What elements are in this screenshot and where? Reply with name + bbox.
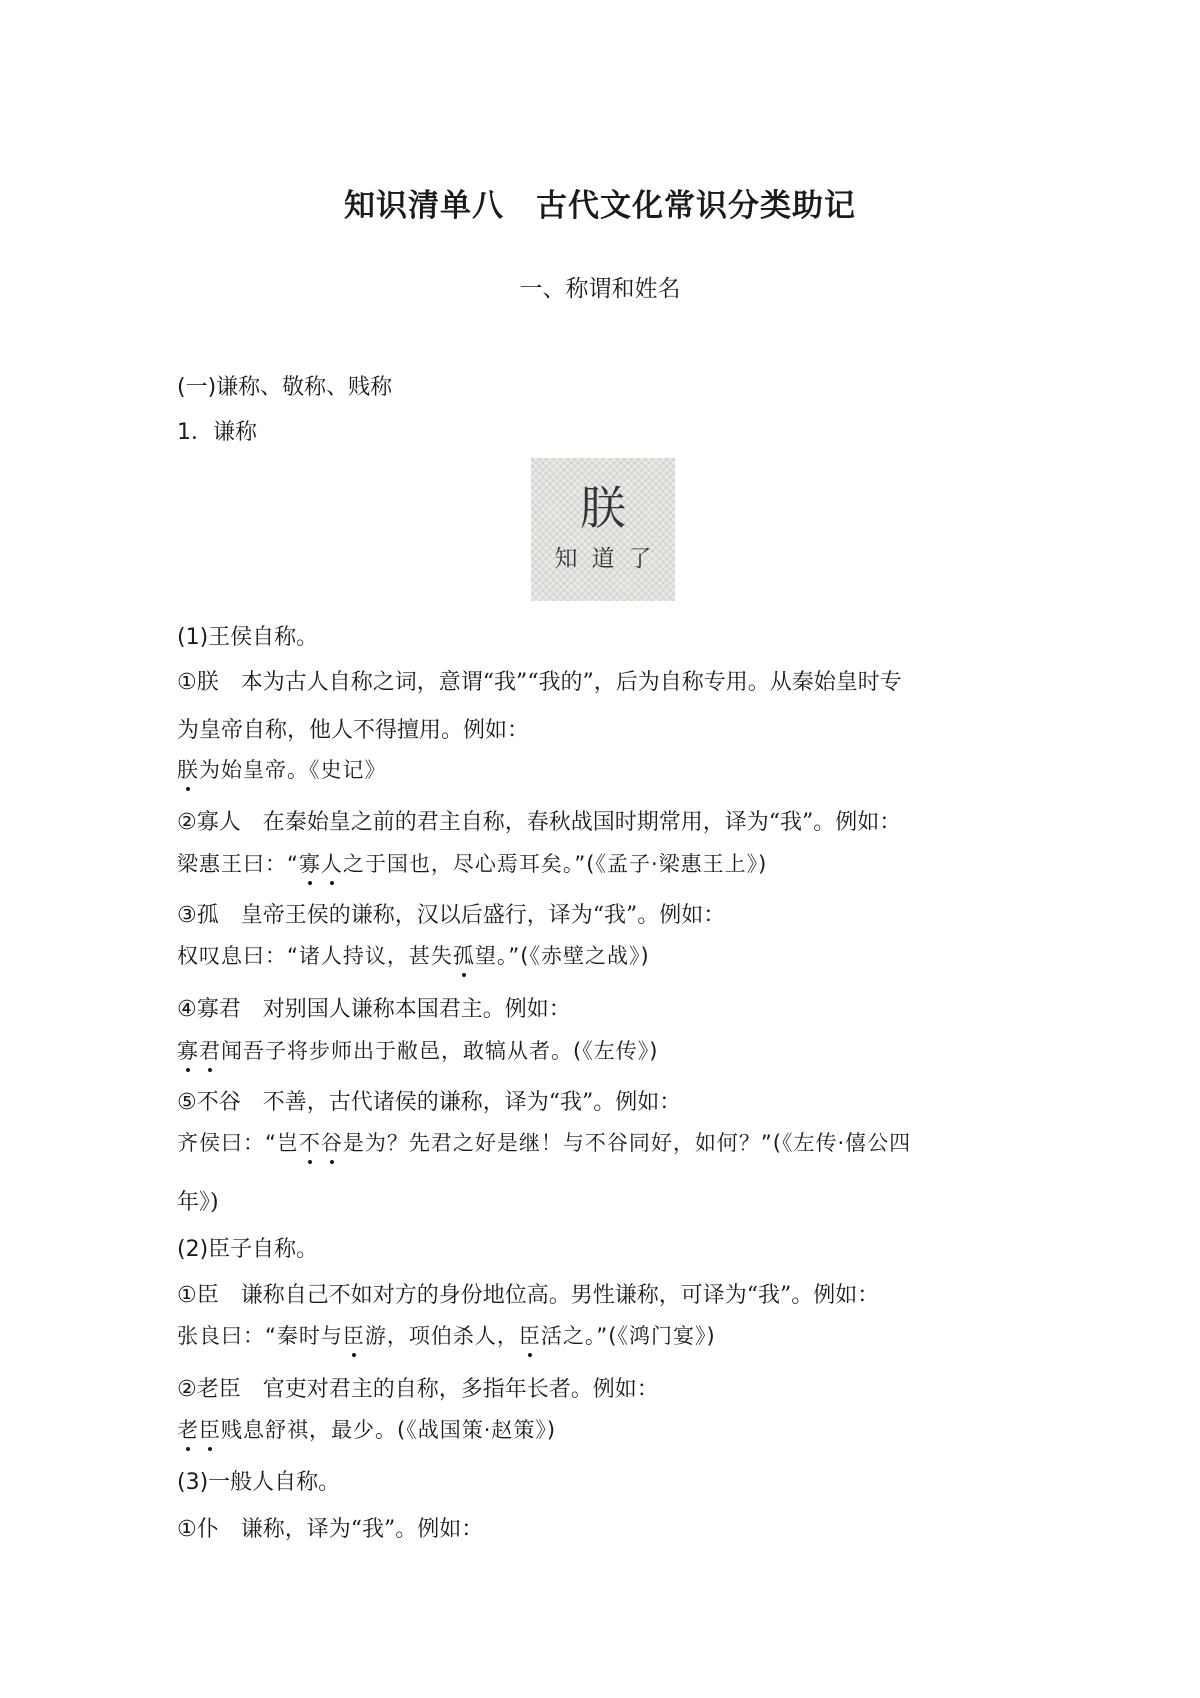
entry-6-example (177, 1320, 716, 1350)
entry-7-example (177, 1414, 556, 1444)
entry-8-line (177, 1512, 483, 1543)
calligraphy-main-char: 朕 (580, 481, 626, 535)
group-heading-1: (1)王侯自称。 (177, 625, 319, 650)
entry-3-example (177, 940, 650, 970)
calligraphy-caption: 知道了 (554, 546, 666, 572)
entry-1-desc: 本为古人自称之词，意谓“我”“我的”，后为自称专用。从秦始皇时专 (240, 670, 902, 695)
entry-8-desc: 谦称，译为“我”。例如： (240, 1517, 484, 1542)
group-heading-2: (2)臣子自称。 (177, 1237, 319, 1262)
calligraphy-image (531, 458, 675, 601)
entry-4-emph-2: 君 (199, 1035, 221, 1065)
entry-6-example-post: 活之。”(《鸿门宴》) (540, 1324, 716, 1348)
section-heading: (一)谦称、敬称、贱称 (177, 375, 393, 400)
entry-2-term: ②寡人 (177, 810, 241, 835)
entry-1-emph-1: 朕 (177, 754, 199, 784)
entry-2-example-post: 之于国也，尽心焉耳矣。”(《孟子·梁惠王上》) (342, 852, 768, 876)
entry-4-desc: 对别国人谦称本国君主。例如： (262, 997, 571, 1022)
entry-3-line (177, 898, 725, 929)
entry-5-emph-1: 不 (299, 1127, 321, 1157)
entry-2-emph-2: 人 (321, 848, 343, 878)
entry-5-emph-2: 谷 (321, 1127, 343, 1157)
subsection-heading: 1．谦称 (177, 420, 257, 445)
entry-1-example-text: 为始皇帝。《史记》 (199, 758, 387, 782)
entry-7-line (177, 1372, 659, 1403)
entry-7-desc: 官吏对君主的自称，多指年长者。例如： (262, 1377, 659, 1402)
entry-5-term: ⑤不谷 (177, 1090, 241, 1115)
entry-2-desc: 在秦始皇之前的君主自称，春秋战国时期常用，译为“我”。例如： (262, 810, 902, 835)
entry-5-desc: 不善，古代诸侯的谦称，译为“我”。例如： (262, 1090, 682, 1115)
entry-3-term: ③孤 (177, 903, 219, 928)
entry-5-example-pre: 齐侯曰：“岂 (177, 1131, 299, 1155)
entry-5-line (177, 1085, 681, 1116)
entry-5-example-line-2: 年》) (177, 1190, 219, 1215)
entry-2-example (177, 848, 767, 878)
entry-1-example (177, 754, 387, 784)
entry-1-term: ①朕 (177, 670, 219, 695)
entry-8-term: ①仆 (177, 1517, 219, 1542)
entry-1-desc-line-2: 为皇帝自称，他人不得擅用。例如： (177, 718, 530, 743)
entry-2-example-pre: 梁惠王曰：“ (177, 852, 299, 876)
entry-5-example (177, 1127, 911, 1157)
entry-6-emph-1: 臣 (343, 1320, 365, 1350)
entry-3-example-post: 望。”(《赤壁之战》) (474, 944, 650, 968)
entry-6-emph-2: 臣 (519, 1320, 541, 1350)
entry-7-emph-2: 臣 (199, 1414, 221, 1444)
page-title: 知识清单八 古代文化常识分类助记 (344, 188, 856, 224)
entry-6-term: ①臣 (177, 1283, 219, 1308)
entry-6-desc: 谦称自己不如对方的身份地位高。男性谦称，可译为“我”。例如： (240, 1283, 880, 1308)
entry-7-emph-1: 老 (177, 1414, 199, 1444)
entry-4-example (177, 1035, 658, 1065)
entry-6-example-mid: 游，项伯杀人， (364, 1324, 519, 1348)
group-heading-3: (3)一般人自称。 (177, 1470, 341, 1495)
entry-5-example-mid: 是为？先君之好是继！与不谷同好，如何？”(《左传·僖公四 (342, 1131, 912, 1155)
entry-6-line (177, 1278, 879, 1309)
entry-6-example-pre: 张良曰：“秦时与 (177, 1324, 343, 1348)
entry-4-term: ④寡君 (177, 997, 241, 1022)
entry-4-line (177, 992, 571, 1023)
section-subtitle: 一、称谓和姓名 (519, 276, 681, 302)
entry-3-emph-1: 孤 (453, 940, 475, 970)
entry-2-line (177, 805, 901, 836)
entry-2-emph-1: 寡 (299, 848, 321, 878)
entry-3-example-pre: 权叹息曰：“诸人持议，甚失 (177, 944, 453, 968)
entry-3-desc: 皇帝王侯的谦称，汉以后盛行，译为“我”。例如： (240, 903, 726, 928)
entry-7-example-post: 贱息舒祺，最少。(《战国策·赵策》) (221, 1418, 557, 1442)
entry-1-line-1 (177, 665, 902, 696)
entry-7-term: ②老臣 (177, 1377, 241, 1402)
entry-4-emph-1: 寡 (177, 1035, 199, 1065)
entry-4-example-post: 闻吾子将步师出于敝邑，敢犒从者。(《左传》) (221, 1039, 659, 1063)
